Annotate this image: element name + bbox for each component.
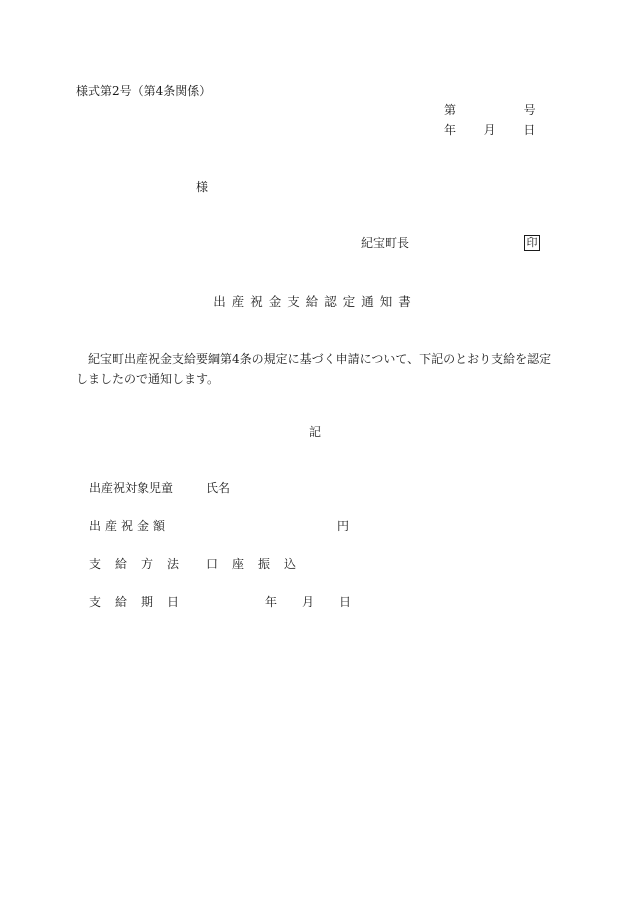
child-label: 出産祝対象児童	[89, 481, 174, 495]
payment-date-label: 支給期日	[89, 595, 194, 609]
document-date	[444, 124, 535, 136]
number-prefix: 第	[444, 103, 457, 117]
body-text: 紀宝町出産祝金支給要綱第4条の規定に基づく申請について、下記のとおり支給を認定しましたので通知します。	[76, 352, 552, 386]
date-year: 年	[444, 123, 457, 137]
amount-label: 出産祝金額	[89, 519, 170, 533]
number-suffix: 号	[523, 103, 536, 117]
method-value: 口座振込	[206, 557, 311, 571]
method-label: 支給方法	[89, 557, 194, 571]
document-title: 出産祝金支給認定通知書	[213, 294, 417, 309]
date-day: 日	[523, 123, 536, 137]
issuer-name: 紀宝町長	[361, 236, 410, 250]
ki-heading: 記	[309, 425, 322, 439]
payment-date-month: 月	[302, 595, 315, 609]
seal-stamp: 印	[524, 235, 540, 251]
addressee-honorific: 様	[196, 180, 209, 194]
date-month: 月	[483, 123, 496, 137]
payment-date-day: 日	[339, 595, 352, 609]
child-name-label: 氏名	[206, 481, 231, 495]
payment-date-year: 年	[265, 595, 278, 609]
form-number: 様式第2号（第4条関係）	[76, 84, 212, 98]
document-number	[444, 104, 536, 116]
amount-unit: 円	[337, 519, 350, 533]
